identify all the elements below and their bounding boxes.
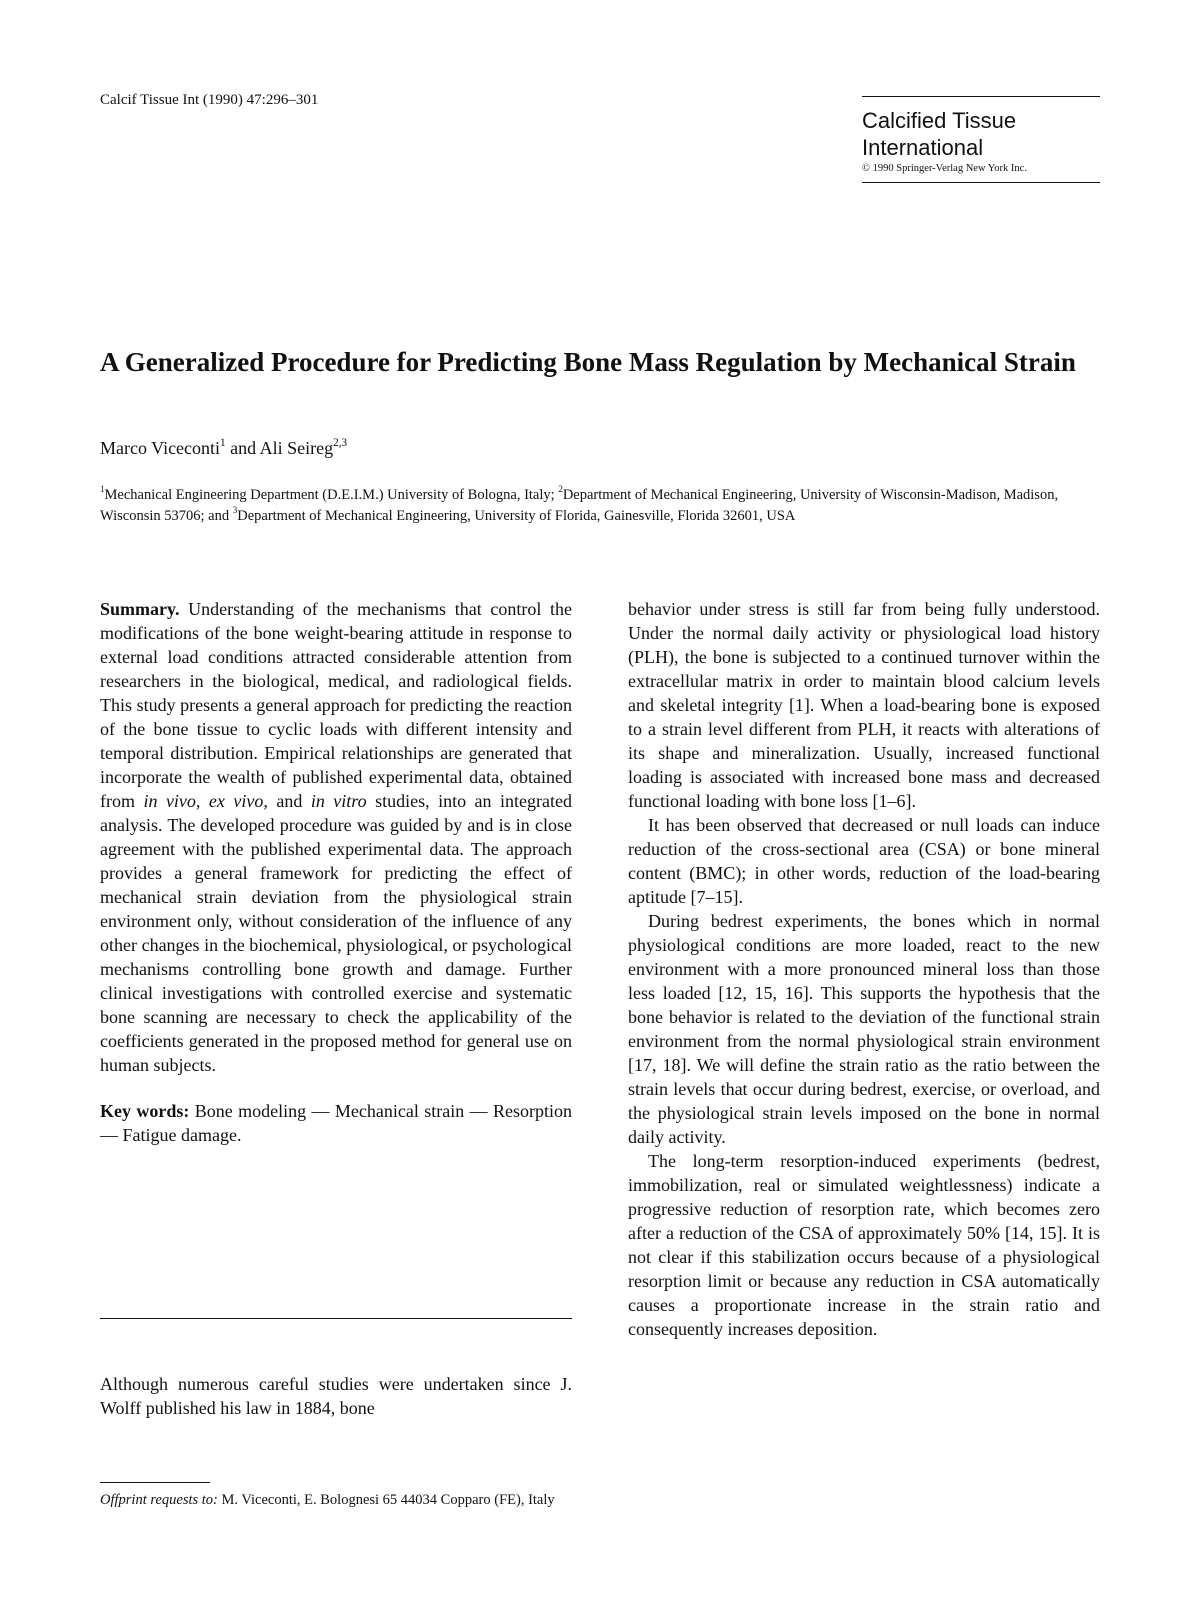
body-paragraph: During bedrest experiments, the bones which in normal physiological conditions are more loaded, react to the new environment with a more pronounced mineral loss than those less loaded [12, 15, 16]. This supports the hypothesis that the bone behavior is related to the deviation of the functional strain environment from the normal physiological strain environment [17, 18]. We will define the strain ratio as the ratio between the strain levels that occur during bedrest, exercise, or overload, and the physiological strain levels imposed on the bone in normal daily activity. bbox=[628, 911, 1100, 1147]
summary-term: in vivo, bbox=[143, 791, 201, 811]
left-column bbox=[100, 597, 572, 1147]
masthead-top-rule bbox=[862, 96, 1100, 97]
body-paragraph: The long-term resorption-induced experiments (bedrest, immobilization, real or simulated weightlessness) indicate a progressive reduction of resorption rate, which becomes zero after a reduction of the CSA of approximately 50% [14, 15]. It is not clear if this stabilization occurs because of a physiological resorption limit or because any reduction in CSA automatically causes a proportionate increase in the strain ratio and consequently increases deposition. bbox=[628, 1151, 1100, 1339]
affiliation-mark: 3 bbox=[232, 505, 238, 516]
section-divider bbox=[100, 1318, 572, 1319]
right-column bbox=[628, 597, 1100, 1341]
summary-term: in vitro bbox=[310, 791, 367, 811]
journal-name-line1: Calcified Tissue bbox=[862, 108, 1017, 133]
summary-text bbox=[200, 791, 208, 811]
author-name: Ali Seireg bbox=[259, 438, 334, 458]
journal-name bbox=[862, 107, 1100, 161]
summary-term: ex vivo, bbox=[208, 791, 268, 811]
summary-text: studies, into an integrated analysis. The developed procedure was guided by and is in close agreement with the published experimental data. The approach provides a general framework for predicting the effect of mechanical strain deviation from the physiological strain environment only, without consideration of the influence of any other changes in the biochemical, physiological, or psychological mechanisms controlling bone growth and damage. Further clinical investigations with controlled exercise and systematic bone scanning are necessary to check the applicability of the coefficients generated in the proposed method for general use on human subjects. bbox=[100, 791, 572, 1075]
footnote-text: M. Viceconti, E. Bolognesi 65 44034 Copparo (FE), Italy bbox=[217, 1492, 555, 1508]
author-conjunction: and bbox=[225, 438, 260, 458]
summary-text: and bbox=[267, 791, 311, 811]
affiliation-mark: 1 bbox=[100, 484, 105, 495]
affiliation-text: Department of Mechanical Engineering, University of Florida, Gainesville, Florida 32601, USA bbox=[237, 508, 796, 524]
journal-citation: Calcif Tissue Int (1990) 47:296–301 bbox=[100, 92, 319, 108]
affiliations bbox=[100, 485, 1100, 527]
summary-text: Understanding of the mechanisms that control the modifications of the bone weight-bearing attitude in response to external load conditions attracted considerable attention from researchers in the biological, medical, and radiological fields. This study presents a general approach for predicting the reaction of the bone tissue to cyclic loads with different intensity and temporal distribution. Empirical relationships are generated that incorporate the wealth of published experimental data, obtained from bbox=[100, 599, 572, 811]
author-line bbox=[100, 438, 347, 459]
summary-paragraph bbox=[100, 597, 572, 1077]
affiliation-mark: 2 bbox=[558, 484, 563, 495]
keywords-text: Bone modeling — Mechanical strain — Resorption — Fatigue damage. bbox=[100, 1101, 572, 1145]
affiliation-text: Mechanical Engineering Department (D.E.I.M.) University of Bologna, Italy; bbox=[104, 487, 559, 503]
body-paragraph: It has been observed that decreased or null loads can induce reduction of the cross-sectional area (CSA) or bone mineral content (BMC); in other words, reduction of the load-bearing aptitude [7–15]. bbox=[628, 815, 1100, 907]
copyright-notice: © 1990 Springer-Verlag New York Inc. bbox=[862, 163, 1027, 174]
author-affiliation-mark: 1 bbox=[220, 436, 226, 449]
keywords-label: Key words: bbox=[100, 1101, 190, 1121]
footnote-rule bbox=[100, 1482, 210, 1483]
summary-label: Summary. bbox=[100, 599, 180, 619]
masthead-bottom-rule bbox=[862, 182, 1100, 183]
footnote bbox=[100, 1490, 572, 1511]
article-title: A Generalized Procedure for Predicting Bone Mass Regulation by Mechanical Strain bbox=[100, 347, 1076, 377]
journal-name-line2: International bbox=[862, 135, 984, 160]
intro-paragraph: Although numerous careful studies were undertaken since J. Wolff published his law in 1884, bone bbox=[100, 1374, 572, 1418]
keywords-paragraph bbox=[100, 1099, 572, 1147]
author-name: Marco Viceconti bbox=[100, 438, 221, 458]
journal-masthead bbox=[862, 96, 1100, 183]
affiliation-text: Department of Mechanical Engineering, University of Wisconsin-Madison, Madison, Wisconsin 53706; and bbox=[100, 487, 1059, 524]
body-paragraph: behavior under stress is still far from being fully understood. Under the normal daily activity or physiological load history (PLH), the bone is subjected to a continued turnover within the extracellular matrix in order to maintain blood calcium levels and skeletal integrity [1]. When a load-bearing bone is exposed to a strain level different from PLH, it reacts with alterations of its shape and mineralization. Usually, increased functional loading is associated with increased bone mass and decreased functional loading with bone loss [1–6]. bbox=[628, 599, 1100, 811]
footnote-label: Offprint requests to: bbox=[100, 1492, 218, 1508]
author-affiliation-mark: 2,3 bbox=[333, 436, 348, 449]
